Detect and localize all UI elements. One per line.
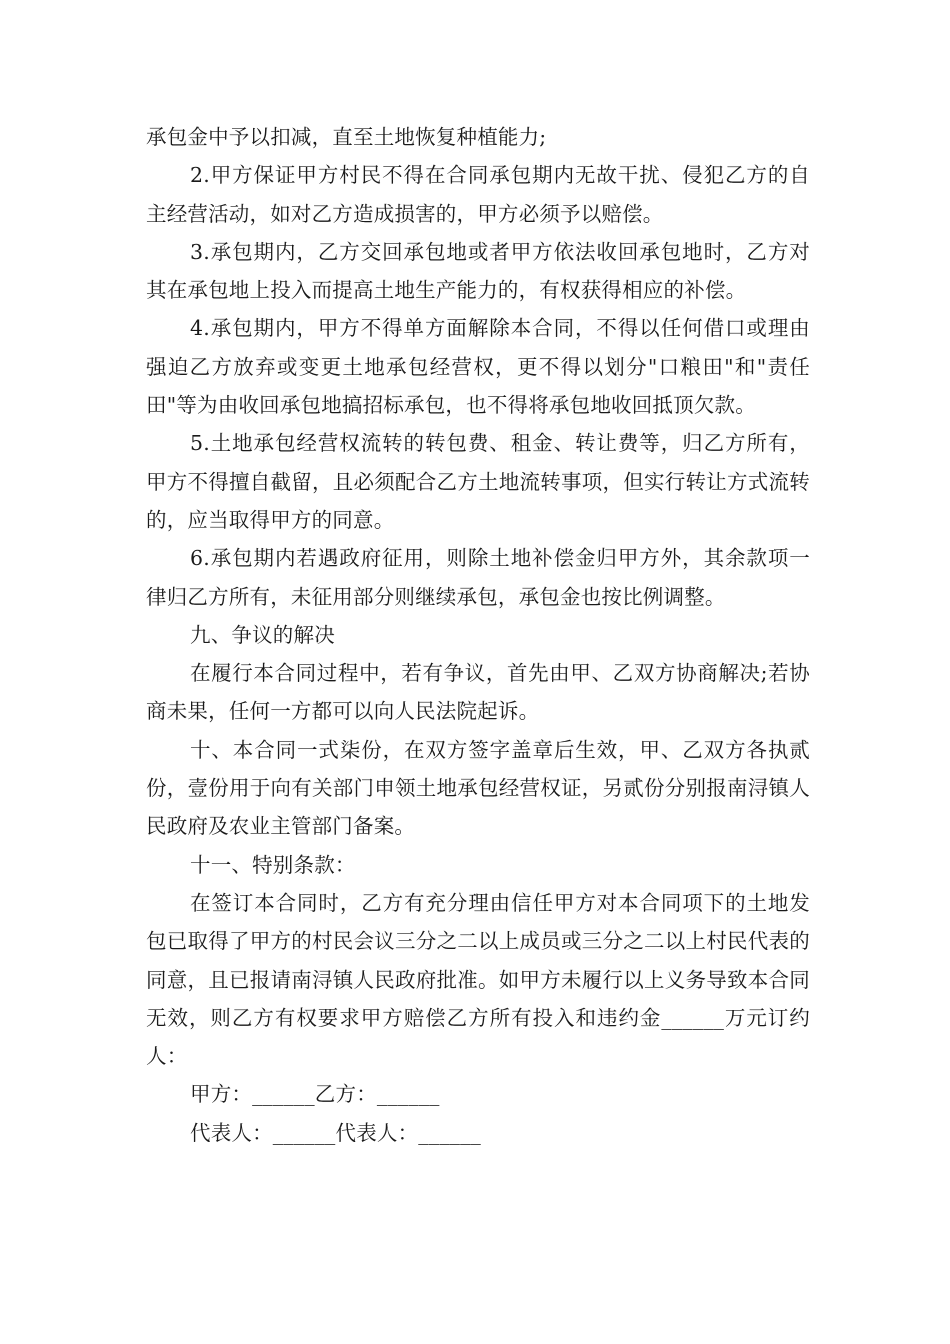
paragraph-clause-5: 5.土地承包经营权流转的转包费、租金、转让费等，归乙方所有，甲方不得擅自截留，且必须配合乙方土地流转事项，但实行转让方式流转的，应当取得甲方的同意。 [146, 431, 810, 532]
paragraph-clause-2: 2.甲方保证甲方村民不得在合同承包期内无故干扰、侵犯乙方的自主经营活动，如对乙方造成损害的，甲方必须予以赔偿。 [146, 163, 810, 226]
paragraph-clause-6: 6.承包期内若遇政府征用，则除土地补偿金归甲方外，其余款项一律归乙方所有，未征用部分则继续承包，承包金也按比例调整。 [146, 546, 810, 609]
signature-line-representatives: 代表人：______代表人：______ [190, 1120, 481, 1145]
signature-line-parties: 甲方：______乙方：______ [190, 1082, 440, 1107]
paragraph-clause-4: 4.承包期内，甲方不得单方面解除本合同，不得以任何借口或理由强迫乙方放弃或变更土地承包经营权，更不得以划分"口粮田"和"责任田"等为由收回承包地搞招标承包，也不得将承包地收回抵顶欠款。 [146, 316, 810, 418]
paragraph-continuation: 承包金中予以扣减，直至土地恢复种植能力; [146, 125, 547, 149]
contract-body [146, 118, 810, 1152]
section-heading-dispute: 九、争议的解决 [190, 622, 335, 647]
section-heading-special-terms: 十一、特别条款： [190, 852, 356, 877]
paragraph-dispute: 在履行本合同过程中，若有争议，首先由甲、乙双方协商解决;若协商未果，任何一方都可以向人民法院起诉。 [146, 661, 810, 724]
paragraph-special-terms: 在签订本合同时，乙方有充分理由信任甲方对本合同项下的土地发包已取得了甲方的村民会议三分之二以上成员或三分之二以上村民代表的同意，且已报请南浔镇人民政府批准。如甲方未履行以上义务导致本合同无效，则乙方有权要求甲方赔偿乙方所有投入和违约金______万元订约人： [146, 890, 810, 1069]
paragraph-copies: 十、本合同一式柒份，在双方签字盖章后生效，甲、乙双方各执贰份，壹份用于向有关部门申领土地承包经营权证，另贰份分别报南浔镇人民政府及农业主管部门备案。 [146, 737, 810, 839]
paragraph-clause-3: 3.承包期内，乙方交回承包地或者甲方依法收回承包地时，乙方对其在承包地上投入而提高土地生产能力的，有权获得相应的补偿。 [146, 239, 810, 303]
